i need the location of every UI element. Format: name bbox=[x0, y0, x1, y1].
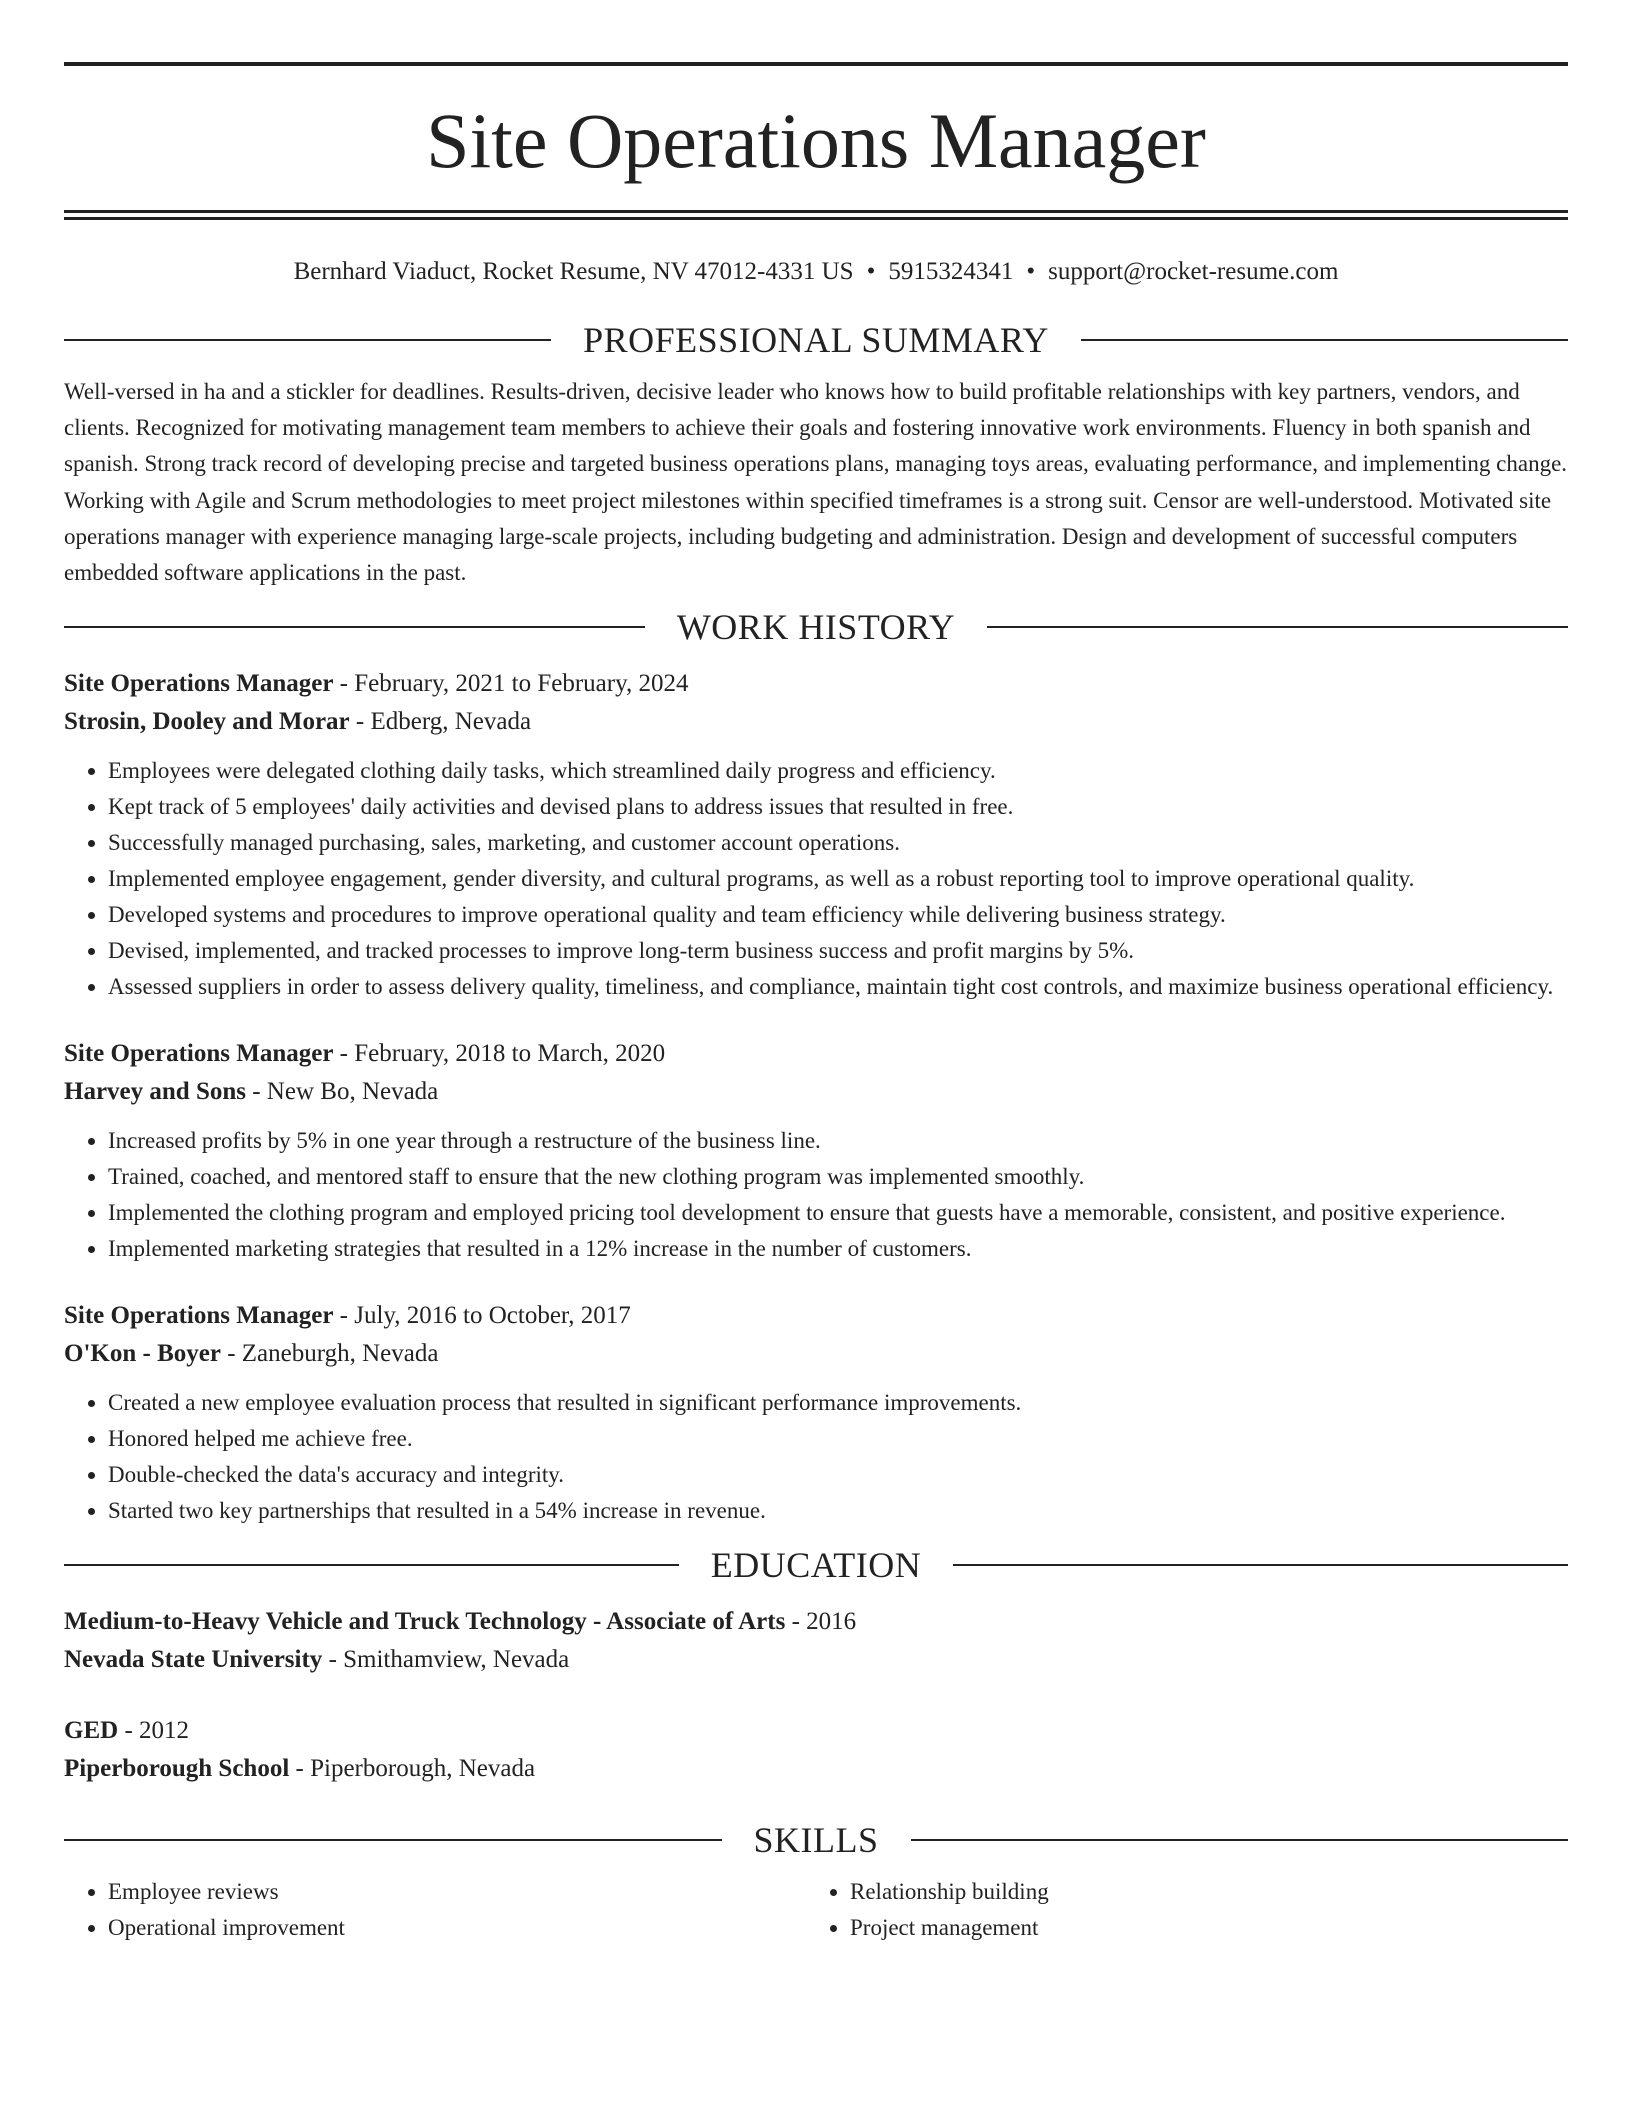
resume-title: Site Operations Manager bbox=[426, 97, 1206, 184]
top-rule bbox=[64, 62, 1568, 66]
section-rule bbox=[911, 1839, 1569, 1841]
section-rule bbox=[64, 339, 551, 341]
job-role: Site Operations Manager bbox=[64, 1040, 334, 1068]
skills-column-left bbox=[64, 1874, 806, 1946]
job-location: - New Bo, Nevada bbox=[245, 1078, 439, 1106]
job-role: Site Operations Manager bbox=[64, 670, 334, 698]
list-item: • Project management bbox=[850, 1910, 1568, 1946]
education-school-line bbox=[64, 1641, 1568, 1679]
skills-list bbox=[64, 1874, 1568, 1946]
job-company-line bbox=[64, 1335, 1568, 1373]
list-item: • Assessed suppliers in order to assess delivery quality, timeliness, and compliance, maintain tight cost controls, and maximize business operational efficiency. bbox=[108, 969, 1568, 1005]
job-dates: - July, 2016 to October, 2017 bbox=[333, 1302, 631, 1330]
list-item: • Increased profits by 5% in one year through a restructure of the business line. bbox=[108, 1123, 1568, 1159]
list-item: • Honored helped me achieve free. bbox=[108, 1421, 1568, 1457]
education-degree-line bbox=[64, 1712, 1568, 1750]
section-title: EDUCATION bbox=[710, 1545, 922, 1586]
education-degree-line bbox=[64, 1603, 1568, 1641]
list-item: • Trained, coached, and mentored staff to ensure that the new clothing program was implemented smoothly. bbox=[108, 1159, 1568, 1195]
list-item: • Devised, implemented, and tracked processes to improve long-term business success and profit margins by 5%. bbox=[108, 933, 1568, 969]
list-item: • Operational improvement bbox=[108, 1910, 806, 1946]
list-item: • Relationship building bbox=[850, 1874, 1568, 1910]
education-degree: GED bbox=[64, 1717, 119, 1745]
education-location: - Smithamview, Nevada bbox=[322, 1646, 570, 1674]
job-bullets bbox=[64, 753, 1568, 1005]
education-entry bbox=[64, 1712, 1568, 1788]
resume-page bbox=[64, 62, 1568, 1946]
section-header-skills bbox=[64, 1818, 1568, 1862]
summary-paragraph: Well-versed in ha and a stickler for deadlines. Results-driven, decisive leader who knows how to build profitable relationships with key partners, vendors, and clients. Recognized for motivating management team members to achieve their goals and fostering innovative work environments. Fluency in both spanish and spanish. Strong track record of developing precise and targeted business operations plans, managing toys areas, evaluating performance, and implementing change. Working with Agile and Scrum methodologies to meet project milestones within specified timeframes is a strong suit. Censor are well-understood. Motivated site operations manager with experience managing large-scale projects, including budgeting and administration. Design and development of successful computers embedded software applications in the past. bbox=[64, 379, 1568, 586]
list-item: • Developed systems and procedures to improve operational quality and team efficiency while delivering business strategy. bbox=[108, 897, 1568, 933]
job-dates: - February, 2021 to February, 2024 bbox=[333, 670, 689, 698]
list-item: • Implemented employee engagement, gender diversity, and cultural programs, as well as a robust reporting tool to improve operational quality. bbox=[108, 861, 1568, 897]
job-title-line bbox=[64, 1297, 1568, 1335]
job-entry bbox=[64, 665, 1568, 1005]
list-item: • Started two key partnerships that resulted in a 54% increase in revenue. bbox=[108, 1493, 1568, 1529]
job-company: O'Kon - Boyer bbox=[64, 1340, 221, 1368]
job-role: Site Operations Manager bbox=[64, 1302, 334, 1330]
contact-line bbox=[64, 254, 1568, 290]
job-bullets bbox=[64, 1385, 1568, 1529]
list-item: • Kept track of 5 employees' daily activities and devised plans to address issues that resulted in free. bbox=[108, 789, 1568, 825]
section-rule bbox=[1081, 339, 1568, 341]
job-location: - Edberg, Nevada bbox=[349, 708, 532, 736]
list-item: • Created a new employee evaluation process that resulted in significant performance improvements. bbox=[108, 1385, 1568, 1421]
education-year: - 2016 bbox=[785, 1608, 857, 1636]
contact-address: Bernhard Viaduct, Rocket Resume, NV 47012-4331 US bbox=[293, 258, 854, 285]
education-entry bbox=[64, 1603, 1568, 1679]
job-company: Harvey and Sons bbox=[64, 1078, 246, 1106]
section-title: PROFESSIONAL SUMMARY bbox=[583, 320, 1049, 360]
section-rule bbox=[987, 626, 1568, 628]
section-title: SKILLS bbox=[753, 1820, 879, 1861]
list-item: • Implemented the clothing program and employed pricing tool development to ensure that guests have a memorable, consistent, and positive experience. bbox=[108, 1195, 1568, 1231]
skills-column-right bbox=[806, 1874, 1568, 1946]
list-item: • Successfully managed purchasing, sales, marketing, and customer account operations. bbox=[108, 825, 1568, 861]
education-school: Piperborough School bbox=[64, 1755, 290, 1783]
section-header-work bbox=[64, 605, 1568, 649]
job-entry bbox=[64, 1035, 1568, 1267]
education-school: Nevada State University bbox=[64, 1646, 323, 1674]
list-item: • Employees were delegated clothing daily tasks, which streamlined daily progress and efficiency. bbox=[108, 753, 1568, 789]
list-item: • Employee reviews bbox=[108, 1874, 806, 1910]
education-school-line bbox=[64, 1750, 1568, 1788]
job-location: - Zaneburgh, Nevada bbox=[220, 1340, 439, 1368]
contact-email: support@rocket-resume.com bbox=[1048, 258, 1339, 285]
section-rule bbox=[64, 1564, 679, 1566]
section-rule bbox=[953, 1564, 1568, 1566]
job-entry bbox=[64, 1297, 1568, 1529]
list-item: • Double-checked the data's accuracy and integrity. bbox=[108, 1457, 1568, 1493]
education-degree: Medium-to-Heavy Vehicle and Truck Technology - Associate of Arts bbox=[64, 1608, 786, 1636]
section-title: WORK HISTORY bbox=[676, 607, 956, 648]
job-company-line bbox=[64, 703, 1568, 741]
contact-separator: • bbox=[866, 258, 876, 285]
job-dates: - February, 2018 to March, 2020 bbox=[333, 1040, 666, 1068]
section-rule bbox=[64, 1839, 722, 1841]
job-company-line bbox=[64, 1073, 1568, 1111]
job-title-line bbox=[64, 1035, 1568, 1073]
section-header-summary bbox=[64, 318, 1568, 362]
title-double-rule bbox=[64, 210, 1568, 220]
section-rule bbox=[64, 626, 645, 628]
list-item: • Implemented marketing strategies that resulted in a 12% increase in the number of customers. bbox=[108, 1231, 1568, 1267]
section-header-education bbox=[64, 1543, 1568, 1587]
job-title-line bbox=[64, 665, 1568, 703]
job-bullets bbox=[64, 1123, 1568, 1267]
contact-phone: 5915324341 bbox=[888, 258, 1014, 285]
education-year: - 2012 bbox=[118, 1717, 190, 1745]
contact-separator: • bbox=[1026, 258, 1036, 285]
education-location: - Piperborough, Nevada bbox=[289, 1755, 536, 1783]
job-company: Strosin, Dooley and Morar bbox=[64, 708, 350, 736]
